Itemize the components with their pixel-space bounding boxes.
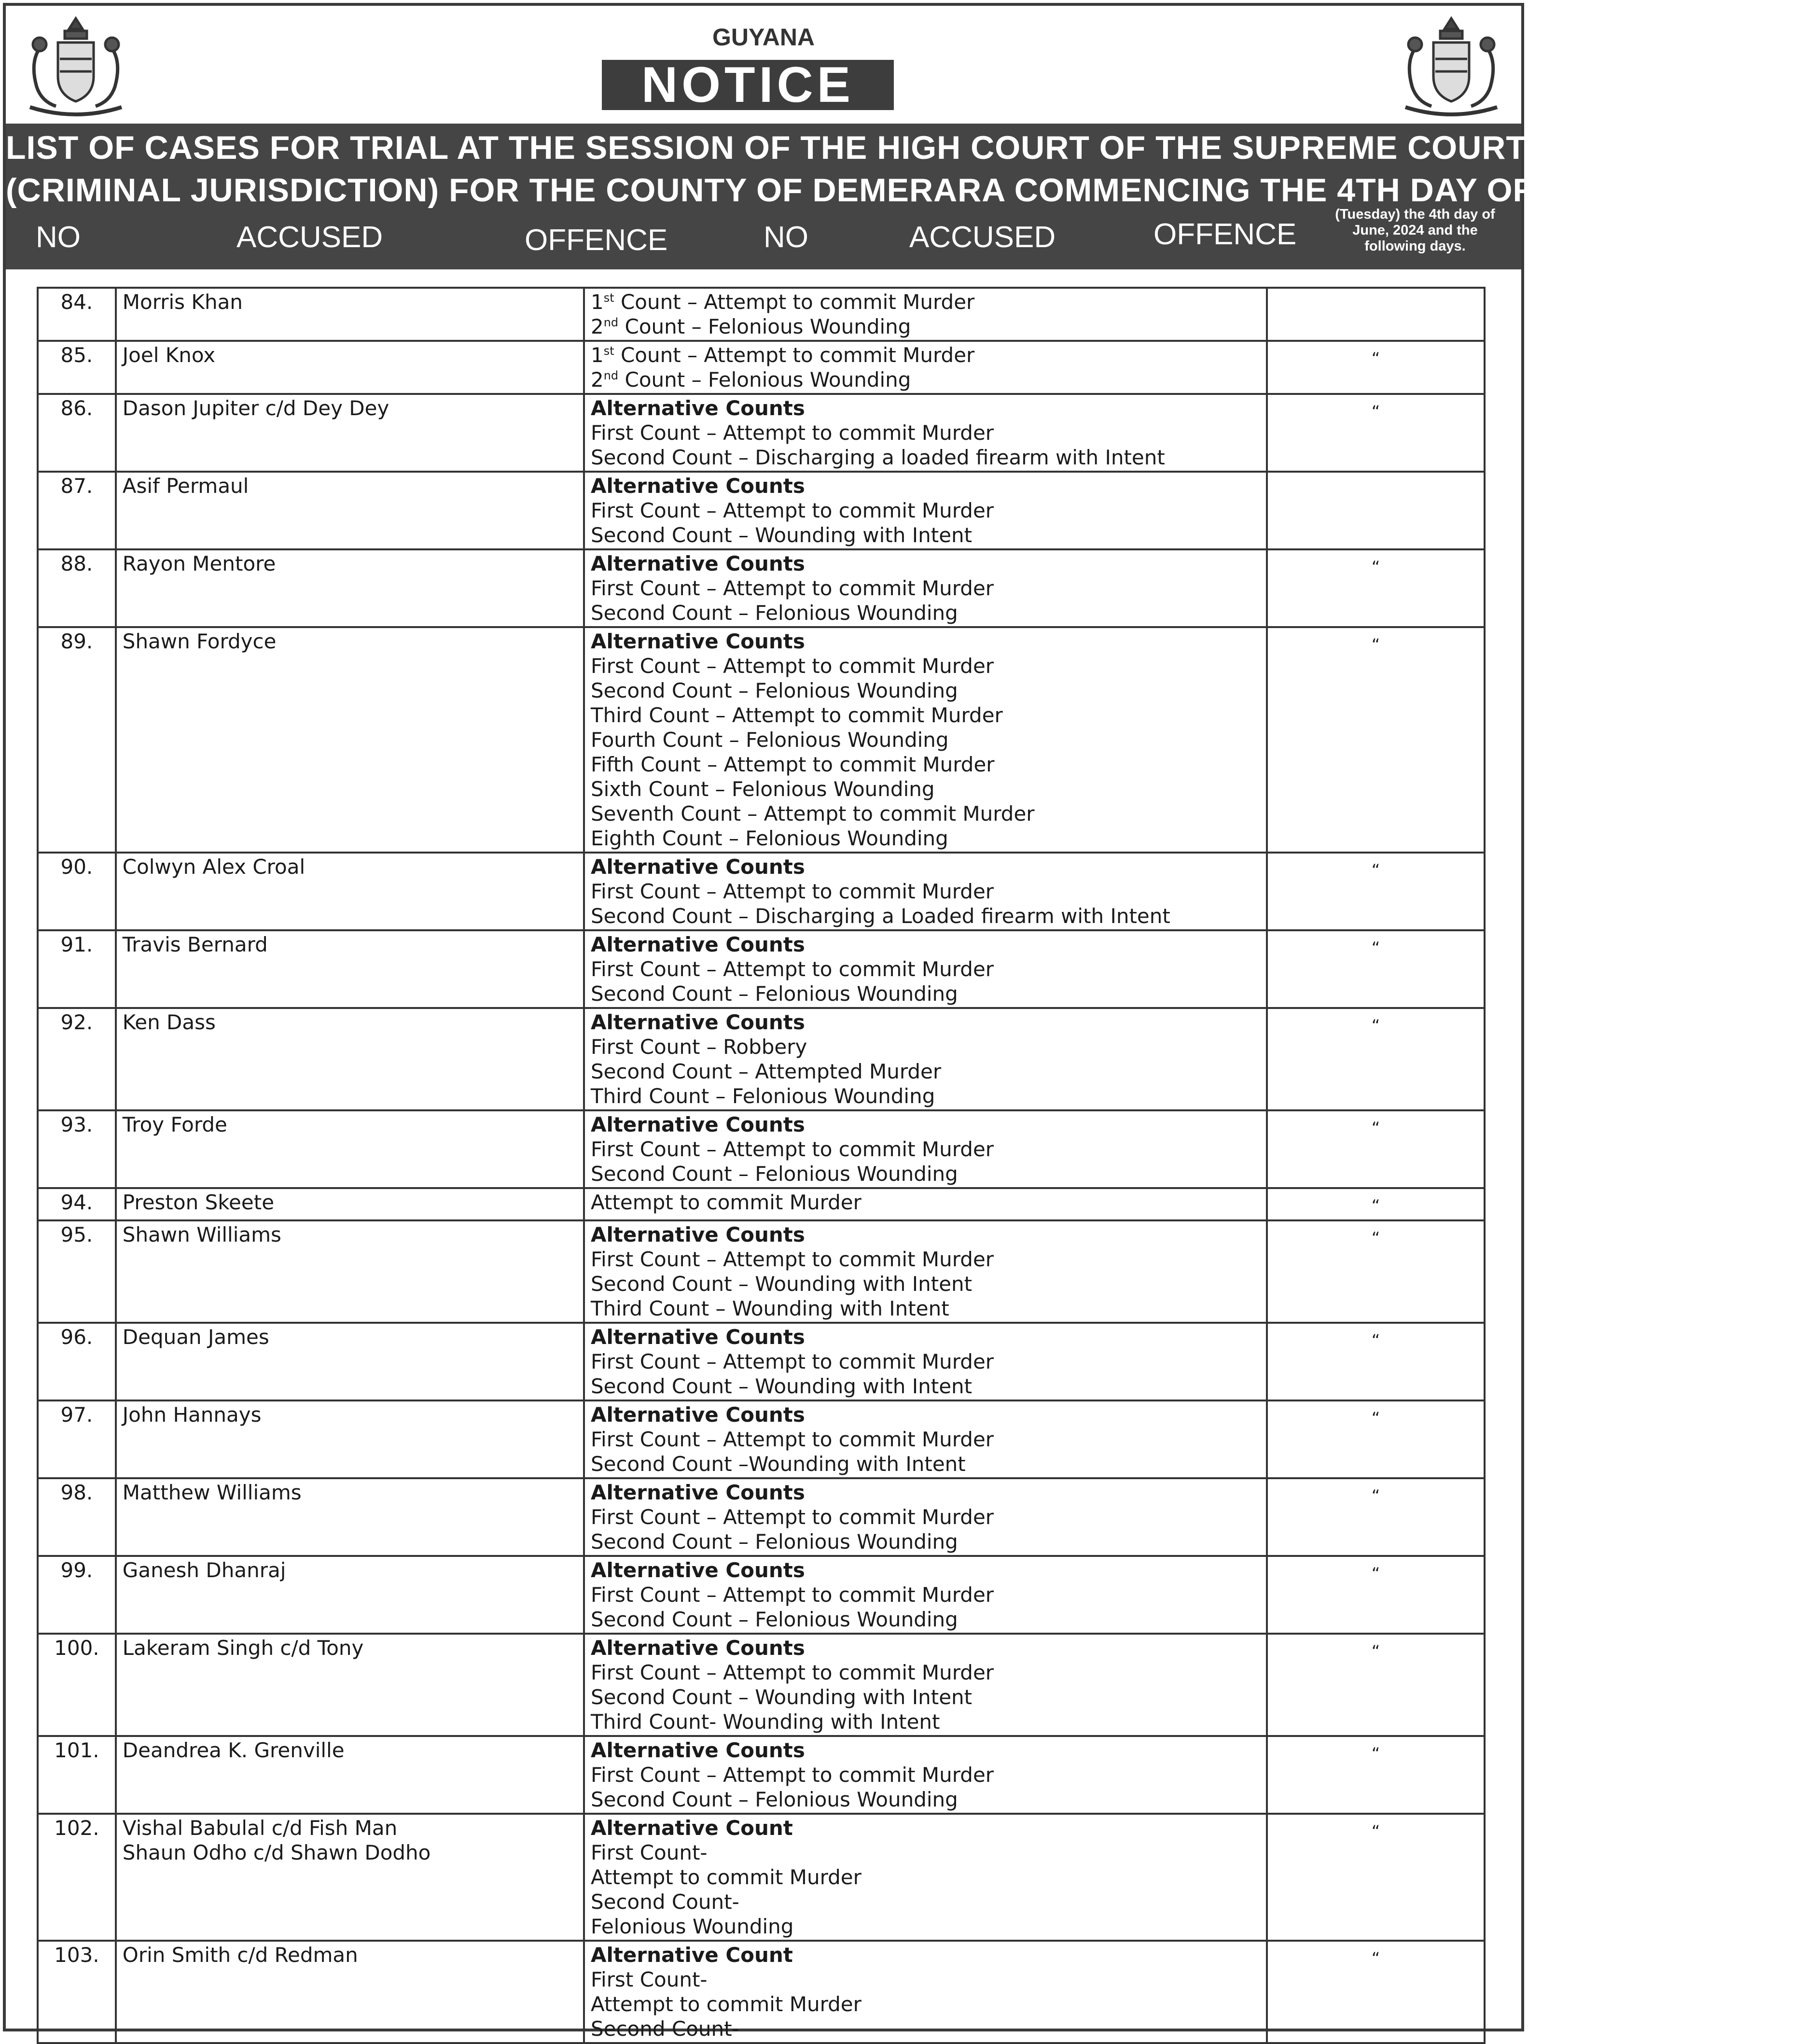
offence-line: Fourth Count – Felonious Wounding	[590, 728, 949, 752]
accused-name: John Hannays	[122, 1403, 262, 1427]
title-banner	[6, 124, 1806, 269]
accused-cell	[116, 853, 584, 930]
offence-line: Third Count – Felonious Wounding	[590, 1084, 935, 1108]
accused-name: Vishal Babulal c/d Fish Man	[122, 1816, 398, 1840]
offence-line: First Count – Attempt to commit Murder	[590, 654, 994, 678]
offence-line: Third Count – Wounding with Intent	[590, 1297, 949, 1320]
offence-line: 1st Count – Attempt to commit Murder	[590, 290, 975, 314]
ditto-mark: “	[1267, 627, 1485, 853]
case-number: 86.	[38, 394, 116, 472]
case-number: 101.	[38, 1736, 116, 1814]
offence-heading: Alternative Counts	[590, 1325, 805, 1349]
accused-name: Matthew Williams	[122, 1481, 302, 1504]
offence-cell	[584, 1188, 1267, 1220]
offence-line: First Count – Attempt to commit Murder	[590, 421, 994, 445]
accused-cell	[116, 549, 584, 627]
accused-name: Preston Skeete	[122, 1190, 275, 1214]
offence-line: Eighth Count – Felonious Wounding	[590, 826, 948, 850]
case-number: 95.	[38, 1220, 116, 1323]
offence-heading: Alternative Counts	[590, 552, 805, 575]
case-row	[38, 1323, 1485, 1400]
offence-line: First Count – Attempt to commit Murder	[590, 957, 994, 981]
offence-line: First Count – Attempt to commit Murder	[590, 1763, 994, 1787]
offence-line: Second Count-	[590, 1890, 739, 1914]
case-number: 84.	[38, 288, 116, 341]
offence-cell	[584, 930, 1267, 1008]
offence-line: Second Count – Felonious Wounding	[590, 601, 958, 625]
ditto-mark: “	[1267, 1400, 1485, 1478]
offence-heading: Alternative Counts	[590, 630, 805, 653]
offence-heading: Alternative Counts	[590, 1738, 805, 1762]
offence-line: Second Count – Felonious Wounding	[590, 1788, 958, 1811]
accused-name: Ken Dass	[122, 1010, 216, 1034]
accused-cell	[116, 1634, 584, 1736]
column-header-offence-2: OFFENCE	[1153, 218, 1297, 251]
offence-heading: Alternative Count	[590, 1816, 793, 1840]
offence-line: First Count – Attempt to commit Murder	[590, 1247, 994, 1271]
offence-cell	[584, 627, 1267, 853]
case-row	[38, 853, 1485, 930]
offence-line: Second Count – Wounding with Intent	[590, 523, 972, 547]
offence-heading: Alternative Counts	[590, 933, 805, 956]
offence-line: First Count – Attempt to commit Murder	[590, 576, 994, 600]
case-row	[38, 1478, 1485, 1556]
offence-line: Attempt to commit Murder	[590, 1190, 861, 1214]
offence-cell	[584, 1008, 1267, 1110]
ditto-mark: “	[1267, 930, 1485, 1008]
case-number: 98.	[38, 1478, 116, 1556]
offence-heading: Alternative Counts	[590, 474, 805, 498]
offence-cell	[584, 341, 1267, 394]
offence-line: First Count – Attempt to commit Murder	[590, 880, 994, 903]
accused-name: Shaun Odho c/d Shawn Dodho	[122, 1841, 431, 1864]
accused-cell	[116, 1736, 584, 1814]
case-list	[6, 269, 1521, 2041]
offence-cell	[584, 1400, 1267, 1478]
accused-name: Dequan James	[122, 1325, 269, 1349]
coat-of-arms-icon	[1396, 14, 1507, 121]
offence-cell	[584, 1634, 1267, 1736]
accused-cell	[116, 1110, 584, 1188]
ditto-mark: “	[1267, 1323, 1485, 1400]
accused-name: Shawn Williams	[122, 1223, 281, 1246]
accused-cell	[116, 341, 584, 394]
offence-line: Second Count – Felonious Wounding	[590, 1162, 958, 1186]
case-row	[38, 627, 1485, 853]
case-row	[38, 1736, 1485, 1814]
accused-name: Travis Bernard	[122, 933, 268, 956]
accused-cell	[116, 1323, 584, 1400]
accused-cell	[116, 1814, 584, 1941]
accused-cell	[116, 472, 584, 549]
offence-line: First Count-	[590, 1841, 708, 1864]
column-header-accused: ACCUSED	[236, 221, 383, 254]
masthead	[6, 6, 1521, 124]
accused-cell	[116, 1478, 584, 1556]
accused-name: Ganesh Dhanraj	[122, 1558, 286, 1582]
column-header-no-2: NO	[764, 221, 808, 254]
accused-name: Morris Khan	[122, 290, 243, 314]
offence-heading: Alternative Counts	[590, 1223, 805, 1246]
offence-line: Second Count – Wounding with Intent	[590, 1272, 972, 1296]
case-table	[37, 287, 1486, 2044]
offence-cell	[584, 1814, 1267, 1941]
offence-heading: Alternative Count	[590, 1943, 793, 1967]
heading-line-1: LIST OF CASES FOR TRIAL AT THE SESSION OF THE HIGH COURT OF THE SUPREME COURT OF JUDICATURE	[6, 129, 1806, 166]
accused-cell	[116, 394, 584, 472]
offence-line: 2nd Count – Felonious Wounding	[590, 315, 911, 338]
accused-name: Shawn Fordyce	[122, 630, 277, 653]
case-number: 99.	[38, 1556, 116, 1634]
ditto-mark: “	[1267, 1736, 1485, 1814]
case-row	[38, 1941, 1485, 2043]
column-header-offence: OFFENCE	[525, 224, 668, 257]
offence-line: Second Count – Attempted Murder	[590, 1060, 942, 1083]
case-number: 90.	[38, 853, 116, 930]
offence-cell	[584, 1220, 1267, 1323]
case-number: 87.	[38, 472, 116, 549]
column-header-accused-2: ACCUSED	[909, 221, 1056, 254]
offence-line: First Count – Attempt to commit Murder	[590, 1428, 994, 1451]
offence-line: Fifth Count – Attempt to commit Murder	[590, 753, 995, 776]
case-row	[38, 394, 1485, 472]
offence-cell	[584, 472, 1267, 549]
country-name: GUYANA	[712, 24, 815, 51]
case-number: 91.	[38, 930, 116, 1008]
offence-line: First Count – Attempt to commit Murder	[590, 1661, 994, 1684]
ditto-mark: “	[1267, 1941, 1485, 2043]
offence-heading: Alternative Counts	[590, 1636, 805, 1660]
offence-cell	[584, 288, 1267, 341]
offence-line: Second Count – Wounding with Intent	[590, 1374, 972, 1398]
offence-cell	[584, 853, 1267, 930]
case-number: 103.	[38, 1941, 116, 2043]
offence-cell	[584, 1556, 1267, 1634]
case-number: 93.	[38, 1110, 116, 1188]
notice-title: NOTICE	[602, 60, 894, 110]
case-number: 96.	[38, 1323, 116, 1400]
ditto-mark: “	[1267, 1008, 1485, 1110]
ditto-mark: “	[1267, 1814, 1485, 1941]
case-number: 102.	[38, 1814, 116, 1941]
accused-cell	[116, 288, 584, 341]
case-row	[38, 1220, 1485, 1323]
offence-cell	[584, 1478, 1267, 1556]
accused-cell	[116, 1400, 584, 1478]
offence-heading: Alternative Counts	[590, 1113, 805, 1136]
case-row	[38, 288, 1485, 341]
ditto-mark: “	[1267, 1110, 1485, 1188]
offence-line: Second Count – Discharging a loaded firearm with Intent	[590, 446, 1165, 469]
ditto-mark: “	[1267, 549, 1485, 627]
offence-line: Second Count – Felonious Wounding	[590, 679, 958, 702]
offence-heading: Alternative Counts	[590, 1558, 805, 1582]
offence-line: First Count – Attempt to commit Murder	[590, 1137, 994, 1161]
offence-cell	[584, 1323, 1267, 1400]
accused-cell	[116, 1941, 584, 2043]
offence-heading: Alternative Counts	[590, 855, 805, 879]
offence-line: First Count – Attempt to commit Murder	[590, 1583, 994, 1607]
case-row	[38, 341, 1485, 394]
offence-line: Third Count- Wounding with Intent	[590, 1710, 940, 1734]
case-row	[38, 472, 1485, 549]
case-number: 85.	[38, 341, 116, 394]
offence-cell	[584, 1941, 1267, 2043]
ditto-mark: “	[1267, 1556, 1485, 1634]
ditto-mark: “	[1267, 853, 1485, 930]
offence-line: Second Count-	[590, 2017, 739, 2041]
offence-line: Sixth Count – Felonious Wounding	[590, 777, 935, 801]
offence-line: Seventh Count – Attempt to commit Murder	[590, 802, 1035, 826]
accused-cell	[116, 1556, 584, 1634]
offence-line: Felonious Wounding	[590, 1915, 794, 1938]
offence-heading: Alternative Counts	[590, 1010, 805, 1034]
accused-name: Orin Smith c/d Redman	[122, 1943, 358, 1967]
offence-cell	[584, 1110, 1267, 1188]
case-row	[38, 1634, 1485, 1736]
offence-cell	[584, 394, 1267, 472]
ditto-mark: “	[1267, 1478, 1485, 1556]
case-number: 94.	[38, 1188, 116, 1220]
offence-cell	[584, 549, 1267, 627]
case-row	[38, 1188, 1485, 1220]
offence-line: Third Count – Attempt to commit Murder	[590, 703, 1003, 727]
case-row	[38, 1814, 1485, 1941]
case-number: 100.	[38, 1634, 116, 1736]
offence-line: Attempt to commit Murder	[590, 1992, 861, 2016]
offence-line: First Count-	[590, 1968, 708, 1991]
case-number: 89.	[38, 627, 116, 853]
accused-name: Deandrea K. Grenville	[122, 1738, 345, 1762]
accused-cell	[116, 627, 584, 853]
offence-line: First Count – Attempt to commit Murder	[590, 1505, 994, 1529]
offence-line: Second Count – Felonious Wounding	[590, 1530, 958, 1554]
accused-name: Troy Forde	[122, 1113, 227, 1136]
case-number: 88.	[38, 549, 116, 627]
heading-line-2: (CRIMINAL JURISDICTION) FOR THE COUNTY OF DEMERARA COMMENCING THE 4TH DAY OF JUNE, 2024.	[6, 172, 1737, 209]
ditto-mark: “	[1267, 341, 1485, 394]
offence-heading: Alternative Counts	[590, 1403, 805, 1427]
trial-date-note: (Tuesday) the 4th day of June, 2024 and the following days.	[1335, 207, 1495, 254]
offence-line: Second Count – Felonious Wounding	[590, 1608, 958, 1631]
offence-line: 1st Count – Attempt to commit Murder	[590, 343, 975, 367]
offence-line: Second Count – Felonious Wounding	[590, 982, 958, 1006]
offence-line: First Count – Attempt to commit Murder	[590, 1350, 994, 1373]
case-number: 92.	[38, 1008, 116, 1110]
case-row	[38, 1110, 1485, 1188]
accused-cell	[116, 1008, 584, 1110]
accused-name: Lakeram Singh c/d Tony	[122, 1636, 364, 1660]
offence-line: Second Count – Wounding with Intent	[590, 1685, 972, 1709]
accused-name: Dason Jupiter c/d Dey Dey	[122, 396, 389, 420]
offence-line: First Count – Robbery	[590, 1035, 807, 1059]
offence-line: First Count – Attempt to commit Murder	[590, 499, 994, 522]
ditto-mark: “	[1267, 394, 1485, 472]
case-number: 97.	[38, 1400, 116, 1478]
ditto-mark: “	[1267, 1188, 1485, 1220]
offence-line: Second Count –Wounding with Intent	[590, 1452, 966, 1476]
accused-name: Joel Knox	[122, 343, 216, 367]
accused-cell	[116, 930, 584, 1008]
offence-line: 2nd Count – Felonious Wounding	[590, 368, 911, 392]
ditto-mark	[1267, 288, 1485, 341]
accused-name: Colwyn Alex Croal	[122, 855, 306, 879]
case-row	[38, 1556, 1485, 1634]
case-row	[38, 549, 1485, 627]
column-header-no: NO	[36, 221, 81, 254]
ditto-mark: “	[1267, 1220, 1485, 1323]
accused-cell	[116, 1188, 584, 1220]
accused-name: Asif Permaul	[122, 474, 249, 498]
accused-cell	[116, 1220, 584, 1323]
notice-heading	[6, 126, 1806, 211]
ditto-mark	[1267, 472, 1485, 549]
case-row	[38, 1008, 1485, 1110]
notice-page	[3, 3, 1806, 2041]
ditto-mark: “	[1267, 1634, 1485, 1736]
case-rows	[38, 288, 1485, 2043]
offence-line: Attempt to commit Murder	[590, 1865, 861, 1889]
accused-name: Rayon Mentore	[122, 552, 276, 575]
offence-heading: Alternative Counts	[590, 1481, 805, 1504]
case-row	[38, 930, 1485, 1008]
offence-cell	[584, 1736, 1267, 1814]
offence-line: Second Count – Discharging a Loaded firearm with Intent	[590, 904, 1170, 928]
offence-heading: Alternative Counts	[590, 396, 805, 420]
case-row	[38, 1400, 1485, 1478]
